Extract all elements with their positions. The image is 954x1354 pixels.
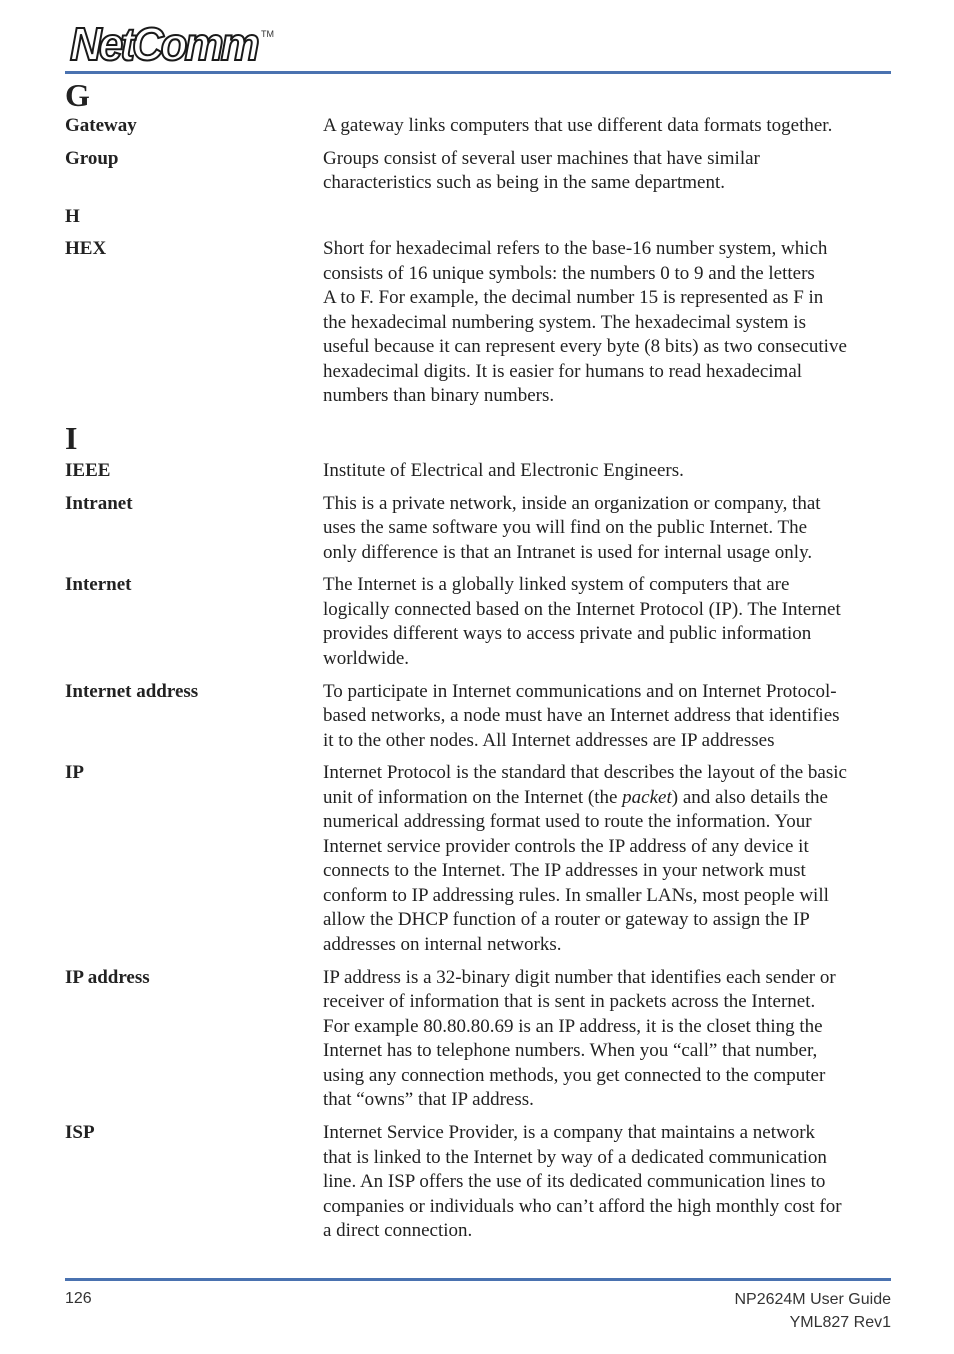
footer-rule <box>65 1278 891 1281</box>
definition-hex: Short for hexadecimal refers to the base-16 number system, which consists of 16 unique symbols: the numbers 0 to 9 and the letters A to F. For example, the decimal number 15 is represented as F in the hexadecimal numbering system. The hexadecimal system is useful because it can represent every byte (8 bits) as two consecutive hexadecimal digits. It is easier for humans to read hexadecimal numbers than binary numbers. <box>323 238 847 407</box>
definition-ip-emphasis: packet <box>622 786 672 808</box>
term-internet-address: Internet address <box>65 680 199 702</box>
doc-code: YML827 Rev1 <box>789 1314 891 1331</box>
definition-ip-part2: ) and also details the numerical addressing format used to route the information. Your Internet service provider controls the IP address of any device it connects to the Internet. The IP addresses in your network must conform to IP addressing rules. In smaller LANs, most people will allow the DHCP function of a router or gateway to assign the IP addresses on internal networks. <box>323 786 829 955</box>
section-letter-i: I <box>65 419 78 456</box>
glossary-entry <box>65 966 891 1113</box>
guide-title: NP2624M User Guide <box>734 1291 891 1308</box>
term-group: Group <box>65 147 119 169</box>
definition-ieee: Institute of Electrical and Electronic Engineers. <box>323 459 684 481</box>
header-rule <box>65 71 891 74</box>
section-letter-g: G <box>65 77 90 113</box>
definition-internet: The Internet is a globally linked system of computers that are logically connected based on the Internet Protocol (IP). The Internet provides different ways to access private and public information worldwide. <box>323 574 841 669</box>
definition-ip <box>323 761 891 957</box>
term-ieee: IEEE <box>65 459 111 481</box>
term-gateway: Gateway <box>65 115 137 136</box>
glossary-entry <box>65 680 891 754</box>
term-isp: ISP <box>65 1122 95 1144</box>
glossary-entry <box>65 147 891 196</box>
definition-isp: Internet Service Provider, is a company that maintains a network that is linked to the Internet by way of a dedicated communication line. An ISP offers the use of its dedicated communication lines to companies or individuals who can’t afford the high monthly cost for a direct connection. <box>323 1122 842 1242</box>
glossary-body <box>65 76 891 1252</box>
definition-ip-address: IP address is a 32-binary digit number that identifies each sender or receiver of information that is sent in packets across the Internet. For example 80.80.80.69 is an IP address, it is the closet thing the Internet has to telephone numbers. When you “call” that number, using any connection methods, you get connected to the computer that “owns” that IP address. <box>323 966 836 1111</box>
glossary-entry <box>65 761 891 957</box>
glossary-entry <box>65 459 891 484</box>
trademark-symbol: TM <box>261 29 274 39</box>
glossary-entry <box>65 492 891 566</box>
glossary-entry <box>65 237 891 409</box>
footer-doc-info <box>734 1288 891 1334</box>
section-letter-h: H <box>65 205 80 227</box>
term-internet: Internet <box>65 574 132 596</box>
glossary-entry <box>65 573 891 671</box>
page-number: 126 <box>65 1290 92 1307</box>
definition-gateway: A gateway links computers that use different data formats together. <box>323 115 833 136</box>
term-ip: IP <box>65 762 84 784</box>
netcomm-logo: NetComm <box>70 19 257 71</box>
term-ip-address: IP address <box>65 966 150 988</box>
definition-internet-address: To participate in Internet communications and on Internet Protocol- based networks, a node must have an Internet address that identifies it to the other nodes. All Internet addresses are IP addresses <box>323 680 840 751</box>
definition-intranet: This is a private network, inside an organization or company, that uses the same software you will find on the public Internet. The only difference is that an Intranet is used for internal usage only. <box>323 492 821 563</box>
glossary-entry <box>65 1121 891 1244</box>
definition-ip-part1: Internet Protocol is the standard that describes the layout of the basic unit of information on the Internet (the <box>323 762 847 808</box>
glossary-entry <box>65 114 891 139</box>
term-intranet: Intranet <box>65 492 133 514</box>
definition-group: Groups consist of several user machines that have similar characteristics such as being in the same department. <box>323 147 760 194</box>
term-hex: HEX <box>65 238 107 260</box>
